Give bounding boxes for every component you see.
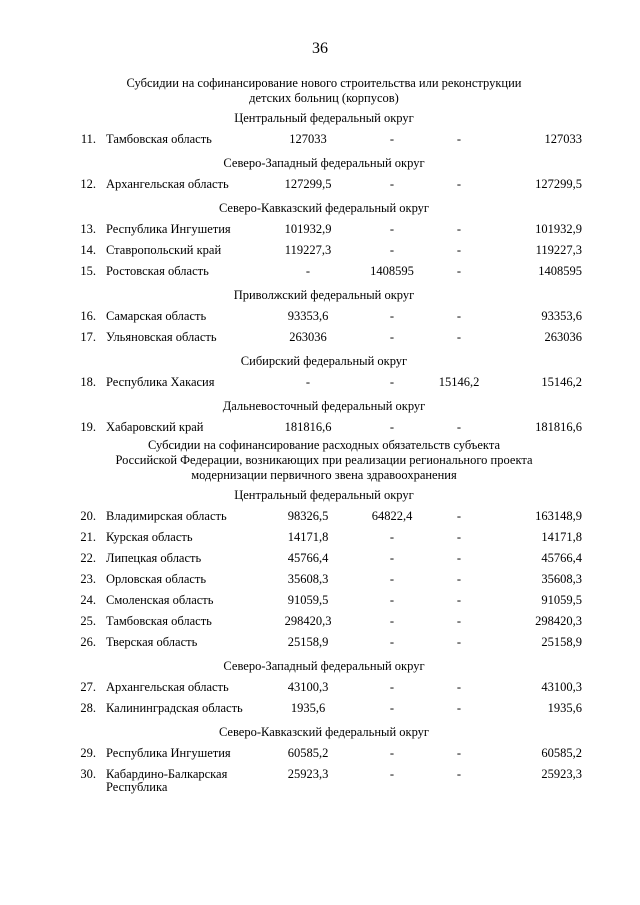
total-value: 163148,9 — [535, 509, 582, 523]
value-col-3: - — [456, 243, 462, 257]
total-value: 101932,9 — [535, 222, 582, 236]
row-number: 27. — [80, 680, 96, 694]
value-col-2: - — [389, 132, 395, 146]
value-col-2: - — [389, 309, 395, 323]
region-name: Орловская область — [106, 572, 207, 586]
district-heading: Северо-Западный федеральный округ — [223, 659, 425, 673]
total-value: 127033 — [544, 132, 582, 146]
table-row — [74, 308, 582, 329]
region-name: Республика Ингушетия — [106, 746, 231, 760]
value-col-3: - — [456, 746, 462, 760]
district-heading: Сибирский федеральный округ — [240, 354, 408, 368]
value-col-2: - — [389, 420, 395, 434]
total-value: 91059,5 — [541, 593, 582, 607]
section-title — [74, 76, 574, 106]
value-col-1: 14171,8 — [287, 530, 329, 544]
value-col-2: - — [389, 222, 395, 236]
region-name: Калининградская область — [106, 701, 243, 715]
row-number: 16. — [80, 309, 96, 323]
value-col-1: 60585,2 — [287, 746, 329, 760]
table-row — [74, 242, 582, 263]
district-heading: Центральный федеральный округ — [234, 111, 414, 125]
value-col-2: - — [389, 530, 395, 544]
value-col-1: 25158,9 — [287, 635, 329, 649]
value-col-3: - — [456, 264, 462, 278]
value-col-3: - — [456, 330, 462, 344]
total-value: 1935,6 — [547, 701, 582, 715]
value-col-1: 119227,3 — [284, 243, 332, 257]
value-col-2: - — [389, 635, 395, 649]
region-name: Ставропольский край — [106, 243, 222, 257]
region-name: Самарская область — [106, 309, 207, 323]
table-row — [74, 700, 582, 721]
total-value: 45766,4 — [541, 551, 582, 565]
value-col-1: 1935,6 — [290, 701, 326, 715]
section-title-line: Российской Федерации, возникающих при реализации регионального проекта — [115, 453, 533, 467]
row-number: 18. — [80, 375, 96, 389]
region-name: Липецкая область — [106, 551, 202, 565]
total-value: 15146,2 — [541, 375, 582, 389]
total-value: 298420,3 — [535, 614, 582, 628]
row-number: 20. — [80, 509, 96, 523]
row-number: 21. — [80, 530, 96, 544]
subsidy-table — [74, 76, 582, 798]
value-col-2: - — [389, 614, 395, 628]
table-row — [74, 550, 582, 571]
row-number: 13. — [80, 222, 96, 236]
table-row — [74, 613, 582, 634]
district-heading: Дальневосточный федеральный округ — [222, 399, 426, 413]
row-number: 24. — [80, 593, 96, 607]
value-col-1: 298420,3 — [284, 614, 332, 628]
value-col-2: - — [389, 243, 395, 257]
value-col-3: - — [456, 551, 462, 565]
value-col-1: 35608,3 — [287, 572, 329, 586]
table-row — [74, 374, 582, 395]
district-heading: Приволжский федеральный округ — [233, 288, 415, 302]
value-col-3: - — [456, 509, 462, 523]
value-col-2: 64822,4 — [371, 509, 413, 523]
row-number: 26. — [80, 635, 96, 649]
row-number: 12. — [80, 177, 96, 191]
row-number: 11. — [80, 132, 96, 146]
region-name: Владимирская область — [106, 509, 227, 523]
region-name: Республика Хакасия — [106, 375, 215, 389]
value-col-3: - — [456, 420, 462, 434]
table-row — [74, 329, 582, 350]
total-value: 127299,5 — [535, 177, 582, 191]
table-row — [74, 263, 582, 284]
region-name: Архангельская область — [106, 680, 229, 694]
region-name: Республика Ингушетия — [106, 222, 231, 236]
region-name: Тамбовская область — [106, 614, 212, 628]
total-value: 1408595 — [538, 264, 582, 278]
table-row — [74, 419, 582, 440]
value-col-2: - — [389, 572, 395, 586]
section-title — [74, 438, 574, 483]
total-value: 14171,8 — [541, 530, 582, 544]
value-col-3: - — [456, 701, 462, 715]
row-number: 19. — [80, 420, 96, 434]
region-name: Ростовская область — [106, 264, 209, 278]
value-col-3: - — [456, 222, 462, 236]
total-value: 43100,3 — [541, 680, 582, 694]
section-title-line: Субсидии на софинансирование расходных обязательств субъекта — [148, 438, 500, 452]
value-col-3: - — [456, 680, 462, 694]
region-name: Курская область — [106, 530, 193, 544]
table-row — [74, 176, 582, 197]
row-number: 28. — [80, 701, 96, 715]
value-col-2: - — [389, 551, 395, 565]
value-col-2: - — [389, 593, 395, 607]
value-col-1: 45766,4 — [287, 551, 329, 565]
region-name: Смоленская область — [106, 593, 214, 607]
district-heading: Центральный федеральный округ — [234, 488, 414, 502]
value-col-2: 1408595 — [370, 264, 414, 278]
table-row — [74, 529, 582, 550]
row-number: 15. — [80, 264, 96, 278]
value-col-2: - — [389, 375, 395, 389]
table-row — [74, 679, 582, 700]
table-row — [74, 745, 582, 766]
value-col-3: - — [456, 614, 462, 628]
value-col-3: - — [456, 177, 462, 191]
value-col-2: - — [389, 701, 395, 715]
value-col-2: - — [389, 767, 395, 781]
value-col-3: - — [456, 767, 462, 781]
row-number: 14. — [80, 243, 96, 257]
region-name: Архангельская область — [106, 177, 229, 191]
total-value: 25158,9 — [541, 635, 582, 649]
total-value: 35608,3 — [541, 572, 582, 586]
row-number: 29. — [80, 746, 96, 760]
value-col-1: - — [305, 375, 311, 389]
page-number: 36 — [312, 40, 328, 57]
value-col-2: - — [389, 177, 395, 191]
total-value: 181816,6 — [535, 420, 582, 434]
total-value: 93353,6 — [541, 309, 582, 323]
value-col-2: - — [389, 330, 395, 344]
value-col-3: - — [456, 572, 462, 586]
value-col-1: 25923,3 — [287, 767, 329, 781]
table-row — [74, 131, 582, 152]
value-col-3: - — [456, 593, 462, 607]
value-col-1: 43100,3 — [287, 680, 329, 694]
region-name: Тверская область — [106, 635, 198, 649]
table-row — [74, 592, 582, 613]
row-number: 17. — [80, 330, 96, 344]
section-title-line: детских больниц (корпусов) — [249, 91, 399, 105]
value-col-1: 93353,6 — [287, 309, 329, 323]
table-row — [74, 571, 582, 592]
row-number: 30. — [80, 767, 96, 781]
region-name: Тамбовская область — [106, 132, 212, 146]
value-col-2: - — [389, 746, 395, 760]
value-col-1: 101932,9 — [284, 222, 332, 236]
value-col-3: - — [456, 309, 462, 323]
district-heading: Северо-Кавказский федеральный округ — [218, 201, 430, 215]
value-col-1: 127033 — [289, 132, 327, 146]
value-col-1: 181816,6 — [284, 420, 332, 434]
row-number: 22. — [80, 551, 96, 565]
region-name: Кабардино-Балкарская Республика — [106, 767, 228, 794]
value-col-3: 15146,2 — [438, 375, 480, 389]
table-row — [74, 634, 582, 655]
total-value: 263036 — [544, 330, 582, 344]
value-col-3: - — [456, 132, 462, 146]
value-col-2: - — [389, 680, 395, 694]
value-col-1: 127299,5 — [284, 177, 332, 191]
section-title-line: Субсидии на софинансирование нового строительства или реконструкции — [126, 76, 522, 90]
table-row — [74, 508, 582, 529]
district-heading: Северо-Западный федеральный округ — [223, 156, 425, 170]
table-row — [74, 221, 582, 242]
section-title-line: модернизации первичного звена здравоохранения — [191, 468, 457, 482]
value-col-1: 91059,5 — [287, 593, 329, 607]
value-col-1: 98326,5 — [287, 509, 329, 523]
value-col-1: - — [305, 264, 311, 278]
row-number: 25. — [80, 614, 96, 628]
total-value: 25923,3 — [541, 767, 582, 781]
region-name: Хабаровский край — [106, 420, 204, 434]
value-col-3: - — [456, 530, 462, 544]
total-value: 119227,3 — [535, 243, 582, 257]
value-col-3: - — [456, 635, 462, 649]
row-number: 23. — [80, 572, 96, 586]
region-name: Ульяновская область — [106, 330, 217, 344]
table-row — [74, 766, 582, 798]
district-heading: Северо-Кавказский федеральный округ — [218, 725, 430, 739]
value-col-1: 263036 — [289, 330, 327, 344]
total-value: 60585,2 — [541, 746, 582, 760]
